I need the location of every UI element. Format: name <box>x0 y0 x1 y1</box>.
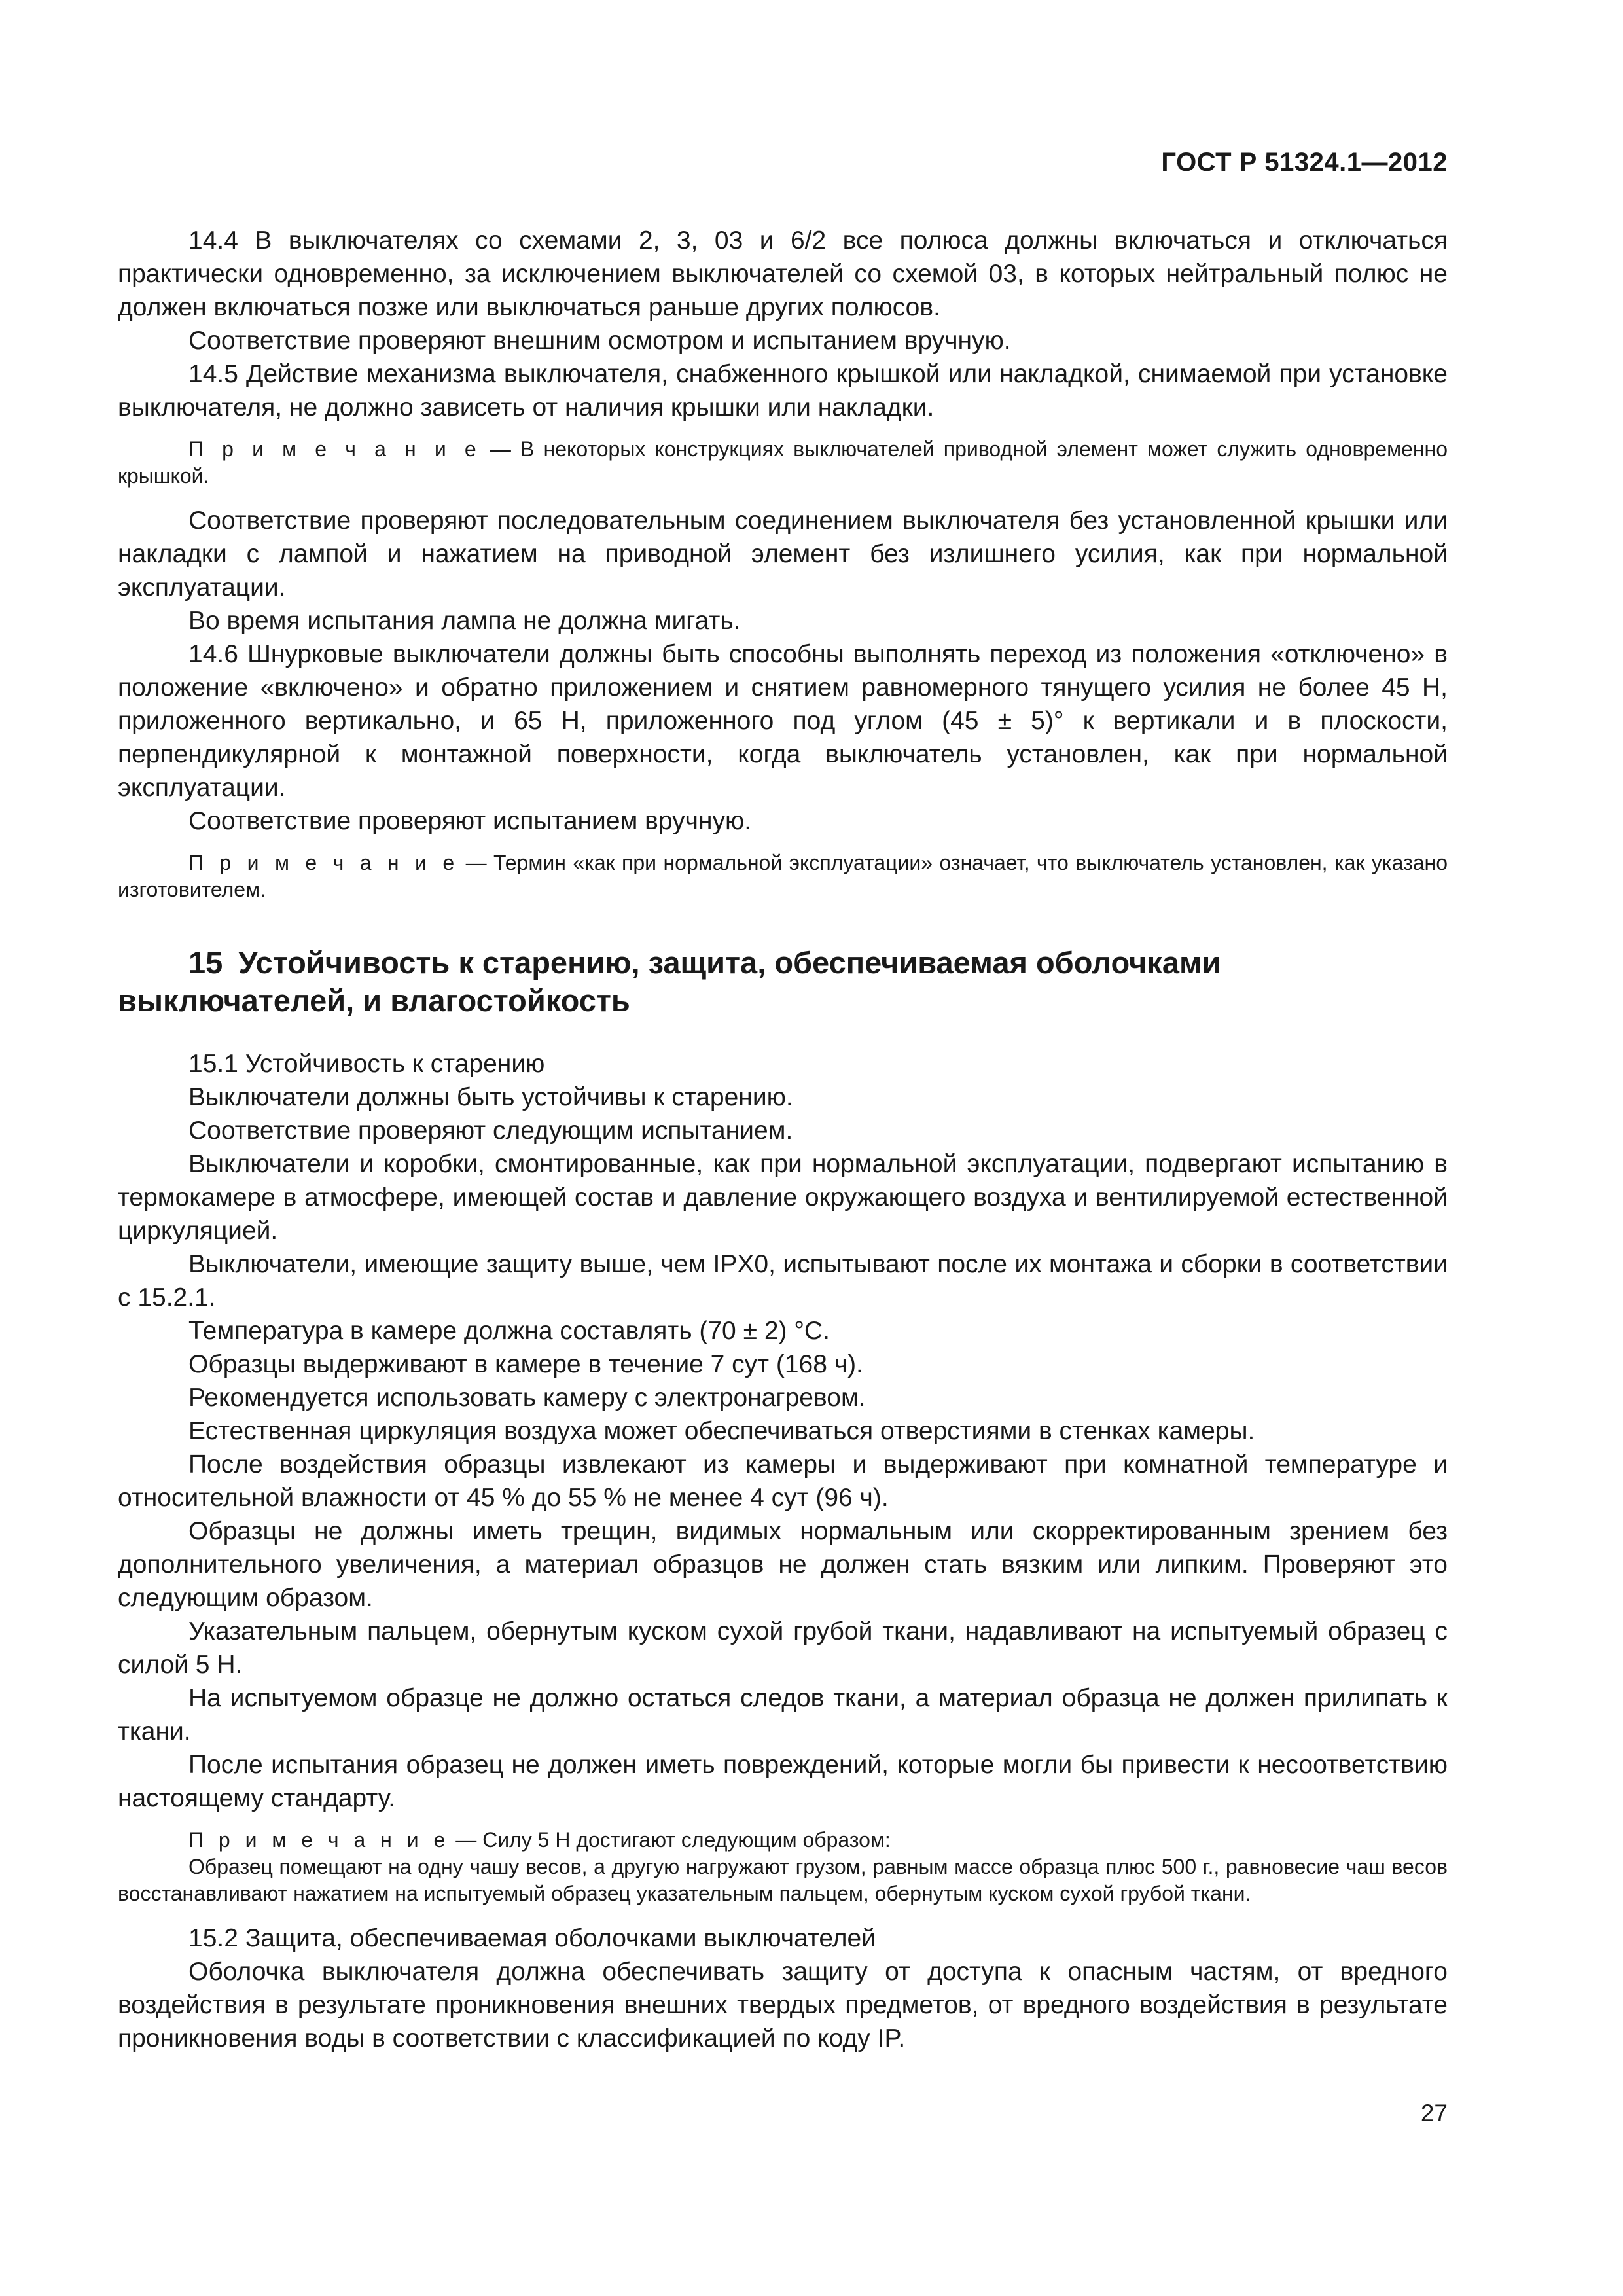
subsection-title: 15.2 Защита, обеспечиваемая оболочками выключателей <box>188 1924 876 1952</box>
page-number: 27 <box>1420 2100 1448 2126</box>
section-heading <box>118 944 1448 1020</box>
standard-designation: ГОСТ Р 51324.1—2012 <box>1161 148 1448 177</box>
note-label: П р и м е ч а н и е <box>188 851 459 874</box>
paragraph: Рекомендуется использовать камеру с электронагревом. <box>188 1384 866 1412</box>
section-title-line1: Устойчивость к старению, защита, обеспечиваемая оболочками <box>238 945 1221 980</box>
paragraph: 14.4 В выключателях со схемами 2, 3, 03 и 6/2 все полюса должны включаться и отключаться практически одновременно, за исключением выключателей со схемой 03, в которых нейтральный полюс не должен включаться позже или выключаться раньше других полюсов. <box>118 226 1448 321</box>
note-label: П р и м е ч а н и е <box>188 437 481 461</box>
subsection-title: 15.1 Устойчивость к старению <box>188 1050 545 1078</box>
note <box>118 436 1448 490</box>
note-label: П р и м е ч а н и е <box>188 1828 450 1852</box>
section-title-line2: выключателей, и влагостойкость <box>118 983 630 1018</box>
note-text: — Силу 5 Н достигают следующим образом: <box>450 1828 891 1852</box>
paragraph: Во время испытания лампа не должна мигать. <box>188 607 741 635</box>
paragraph: Соответствие проверяют следующим испытанием. <box>188 1117 793 1145</box>
paragraph: Выключатели и коробки, смонтированные, как при нормальной эксплуатации, подвергают испытанию в термокамере в атмосфере, имеющей состав и давление окружающего воздуха и вентилируемой естественной циркуляцией. <box>118 1150 1448 1245</box>
note-body: Образец помещают на одну чашу весов, а другую нагружают грузом, равным массе образца плюс 500 г., равновесие чаш весов восстанавливают нажатием на испытуемый образец указательным пальцем, обернутым куском сухой грубой ткани. <box>118 1855 1448 1905</box>
paragraph: Образцы не должны иметь трещин, видимых нормальным или скорректированным зрением без дополнительного увеличения, а материал образцов не должен стать вязким или липким. Проверяют это следующим образом. <box>118 1517 1448 1612</box>
paragraph: 14.5 Действие механизма выключателя, снабженного крышкой или накладкой, снимаемой при установке выключателя, не должно зависеть от наличия крышки или накладки. <box>118 360 1448 422</box>
document-page <box>118 0 1448 2296</box>
note-text: — Термин «как при нормальной эксплуатации» означает, что выключатель установлен, как указано изготовителем. <box>118 851 1448 901</box>
note <box>118 1827 1448 1907</box>
paragraph: Соответствие проверяют внешним осмотром и испытанием вручную. <box>188 327 1011 355</box>
paragraph: Оболочка выключателя должна обеспечивать защиту от доступа к опасным частям, от вредного воздействия в результате проникновения внешних твердых предметов, от вредного воздействия в результате проникновения воды в соответствии с классификацией по коду IP. <box>118 1958 1448 2053</box>
paragraph: Выключатели, имеющие защиту выше, чем IPX0, испытывают после их монтажа и сборки в соответствии с 15.2.1. <box>118 1250 1448 1312</box>
paragraph: После воздействия образцы извлекают из камеры и выдерживают при комнатной температуре и относительной влажности от 45 % до 55 % не менее 4 сут (96 ч). <box>118 1450 1448 1512</box>
paragraph: На испытуемом образце не должно остаться следов ткани, а материал образца не должен прилипать к ткани. <box>118 1684 1448 1746</box>
section-number: 15 <box>188 945 223 980</box>
paragraph: 14.6 Шнурковые выключатели должны быть способны выполнять переход из положения «отключено» в положение «включено» и обратно приложением и снятием равномерного тянущего усилия не более 45 Н, приложенного вертикально, и 65 Н, приложенного под углом (45 ± 5)° к вертикали и в плоскости, перпендикулярной к монтажной поверхности, когда выключатель установлен, как при нормальной эксплуатации. <box>118 640 1448 802</box>
paragraph: Выключатели должны быть устойчивы к старению. <box>188 1083 793 1111</box>
note-head <box>118 1827 1448 1854</box>
paragraph: Соответствие проверяют последовательным соединением выключателя без установленной крышки или накладки с лампой и нажатием на приводной элемент без излишнего усилия, как при нормальной эксплуатации. <box>118 507 1448 601</box>
body-text <box>118 224 1448 2055</box>
paragraph: После испытания образец не должен иметь повреждений, которые могли бы привести к несоответствию настоящему стандарту. <box>118 1751 1448 1812</box>
paragraph: Соответствие проверяют испытанием вручную. <box>188 807 752 835</box>
paragraph: Температура в камере должна составлять (70 ± 2) °С. <box>188 1317 830 1345</box>
paragraph: Образцы выдерживают в камере в течение 7 сут (168 ч). <box>188 1350 863 1378</box>
paragraph: Естественная циркуляция воздуха может обеспечиваться отверстиями в стенках камеры. <box>188 1417 1255 1445</box>
note-text: — В некоторых конструкциях выключателей приводной элемент может служить одновременно крышкой. <box>118 437 1448 488</box>
paragraph: Указательным пальцем, обернутым куском сухой грубой ткани, надавливают на испытуемый образец с силой 5 Н. <box>118 1617 1448 1679</box>
note <box>118 850 1448 903</box>
